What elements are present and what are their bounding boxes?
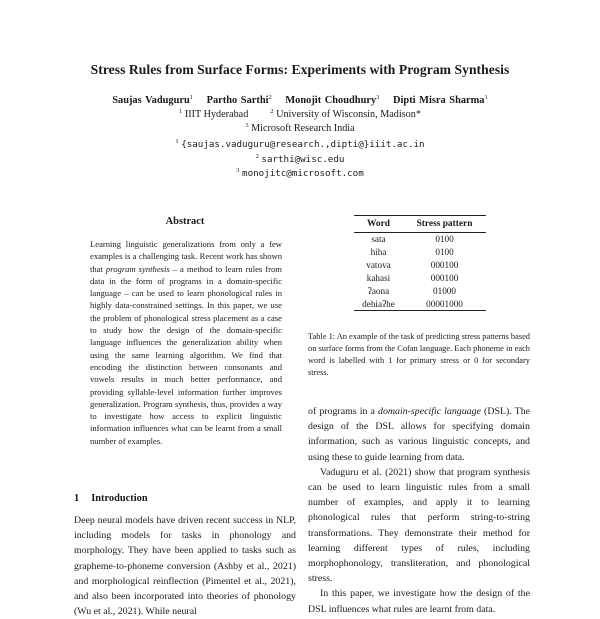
pattern-cell: 01000 — [433, 285, 456, 296]
paragraph: Vaduguru et al. (2021) show that program synthesis can be used to learn linguistic rules from a small number of examples, and apply it to learning phonological rules that perform string-to-string transformations. They demonstrate their method for learning different types of rules, including morphophonology, transliteration, and phonological stress. — [308, 466, 530, 585]
table-row — [354, 259, 486, 272]
author-4: Dipti Misra Sharma$^1$ — [393, 94, 488, 106]
affiliation-line-2: $^3$ Microsoft Research India — [245, 122, 355, 134]
author-2: Partho Sarthi$^2$ — [206, 94, 272, 106]
introduction-body: Deep neural models have driven recent success in NLP, including models for tasks in phonology and morphology. They have been applied to tasks such as grapheme-to-phoneme conversion (Ashby et al., 2021) and morphological reinflection (Pimentel et al., 2021), and also been incorporated into theories of phonology (Wu et al., 2021). While neural — [74, 515, 296, 618]
paragraph: In this paper, we investigate how the design of the DSL influences what rules are learnt from data. — [308, 588, 530, 615]
table-1 — [354, 215, 486, 311]
affiliation-line-1: $^1$ IIIT Hyderabad $^2$ University of Wisconsin, Madison* — [179, 108, 421, 120]
email-line-1: $^1$ {saujas.vaduguru@research.,dipti@}iiit.ac.in — [175, 138, 425, 150]
paragraph: of programs in a domain-specific language (DSL). The design of the DSL allows for specifying domain information, such as various linguistic concepts, and using these to guide learning from data. — [308, 406, 531, 463]
word-cell: dehiaʔhe — [362, 298, 395, 309]
table-row — [354, 285, 486, 298]
right-column-body — [308, 404, 530, 617]
word-cell: vatova — [366, 259, 391, 270]
author-list — [0, 94, 600, 106]
word-cell: kahasi — [366, 272, 391, 283]
author-3: Monojit Choudhury$^3$ — [285, 94, 380, 106]
table-row — [354, 298, 486, 311]
pattern-cell: 000100 — [430, 259, 459, 270]
email-line-2: $^2$ sarthi@wisc.edu — [255, 153, 345, 165]
word-cell: hiha — [370, 246, 387, 257]
paper-title: Stress Rules from Surface Forms: Experiments with Program Synthesis — [90, 62, 510, 77]
table-row — [354, 233, 486, 246]
col-header-word: Word — [367, 219, 390, 229]
table-header-row — [354, 216, 486, 233]
word-cell: ʔaona — [367, 285, 390, 296]
table-row — [354, 272, 486, 285]
author-1: Saujas Vaduguru$^1$ — [112, 94, 193, 106]
pattern-cell: 0100 — [435, 246, 454, 257]
abstract-body: Learning linguistic generalizations from only a few examples is a challenging task. Recent work has shown that program synthesis – a method to learn rules from data in the form of programs in a domain-specific language – can be used to learn phonological rules in highly data-constrained settings. In this paper, we use the problem of phonological stress placement as a case to study how the design of the domain-specific language influences the generalization ability when using the same learning algorithm. We find that encoding the distinction between consonants and vowels results in much better performance, and providing syllable-level information further improves generalization. Program synthesis, thus, provides a way to investigate how access to explicit linguistic information influences what can be learnt from a small number of examples. — [90, 239, 282, 446]
email-line-3: $^3$ monojitc@microsoft.com — [236, 167, 364, 179]
abstract-heading: Abstract — [165, 216, 205, 227]
word-cell: sata — [371, 234, 386, 244]
table-1-caption: Table 1: An example of the task of predicting stress patterns based on surface forms from the Cofan language. Each phoneme in each word is labelled with 1 for primary stress or 0 for secondary stress. — [308, 332, 530, 377]
col-header-stress-pattern: Stress pattern — [416, 219, 473, 229]
section-heading-introduction: 1 Introduction — [74, 493, 148, 504]
pattern-cell: 000100 — [430, 272, 459, 283]
pattern-cell: 00001000 — [426, 298, 463, 309]
stress-table — [354, 215, 486, 311]
table-row — [354, 246, 486, 259]
pattern-cell: 0100 — [435, 234, 454, 244]
